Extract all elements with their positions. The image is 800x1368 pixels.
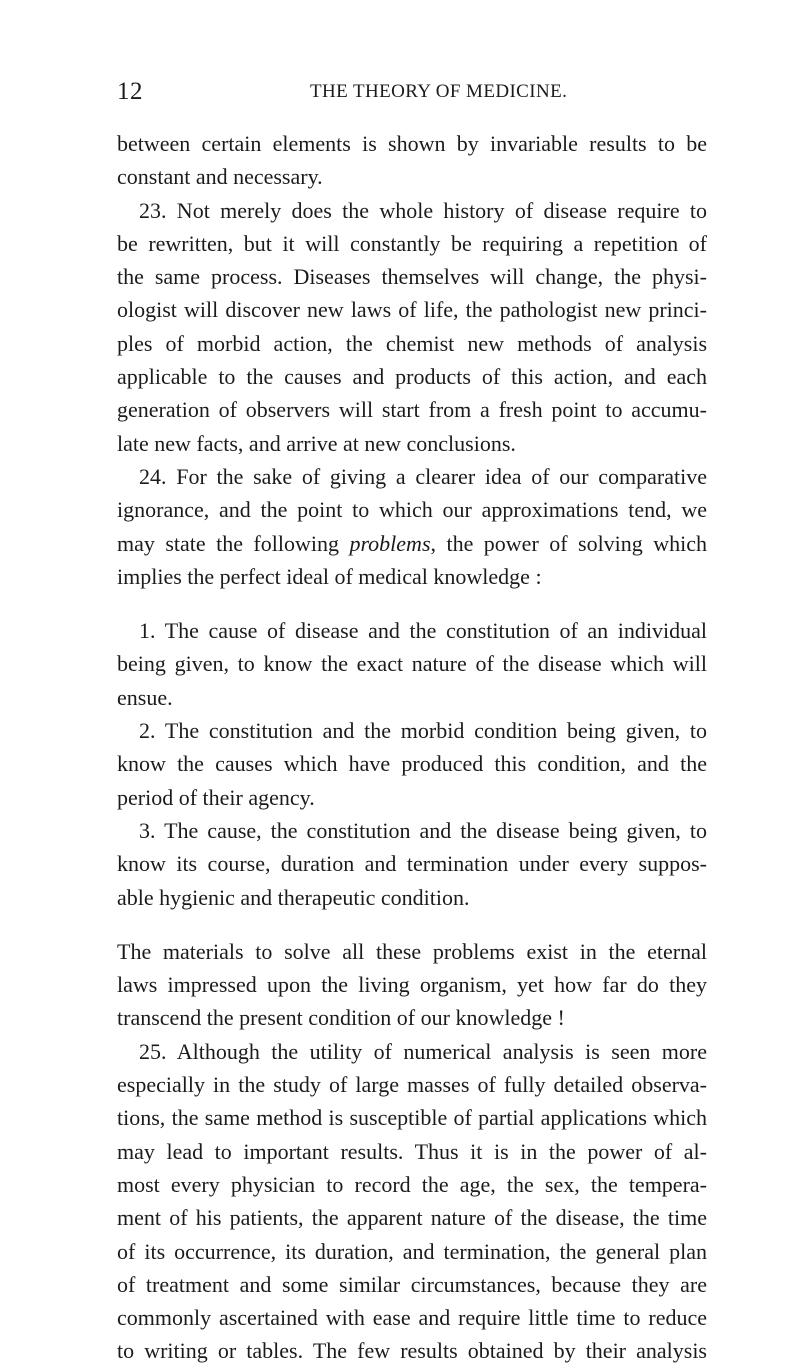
text-line: may lead to important results. Thus it is in the power of al- bbox=[117, 1138, 707, 1164]
problem-1 bbox=[117, 614, 707, 714]
text-line: late new facts, and arrive at new conclusions. bbox=[117, 430, 516, 456]
text-line: ignorance, and the point to which our approximations tend, we bbox=[117, 497, 707, 523]
text-line: 24. For the sake of giving a clearer idea of our comparative bbox=[139, 463, 707, 489]
text-line: being given, to know the exact nature of the disease which will bbox=[117, 651, 707, 677]
text-line: ples of morbid action, the chemist new methods of analysis bbox=[117, 330, 707, 356]
paragraph-gap bbox=[117, 593, 707, 614]
text-line: know the causes which have produced this condition, and the bbox=[117, 751, 707, 777]
text-line: be rewritten, but it will constantly be requiring a repetition of bbox=[117, 230, 707, 256]
text-line: 3. The cause, the constitution and the disease being given, to bbox=[139, 817, 707, 843]
paragraph-gap bbox=[117, 914, 707, 935]
paragraph-24 bbox=[117, 460, 707, 593]
text-line: implies the perfect ideal of medical knowledge : bbox=[117, 563, 542, 589]
text-run: , the power of solving which bbox=[430, 530, 708, 556]
text-line: The materials to solve all these problems exist in the eternal bbox=[117, 938, 707, 964]
body-text bbox=[117, 127, 707, 1368]
problem-3 bbox=[117, 814, 707, 914]
paragraph-22-continuation bbox=[117, 127, 707, 194]
page-number: 12 bbox=[117, 78, 143, 105]
materials-paragraph bbox=[117, 935, 707, 1035]
text-line: laws impressed upon the living organism, yet how far do they bbox=[117, 972, 707, 998]
text-line: 2. The constitution and the morbid condition being given, to bbox=[139, 718, 707, 744]
running-head bbox=[117, 78, 707, 108]
text-line: able hygienic and therapeutic condition. bbox=[117, 884, 470, 910]
text-line: ologist will discover new laws of life, the pathologist new princi- bbox=[117, 297, 707, 323]
text-line: tions, the same method is susceptible of partial applications which bbox=[117, 1105, 707, 1131]
text-line: of its occurrence, its duration, and termination, the general plan bbox=[117, 1238, 707, 1264]
text-line: know its course, duration and termination under every suppos- bbox=[117, 851, 707, 877]
text-line: period of their agency. bbox=[117, 784, 315, 810]
text-line: 23. Not merely does the whole history of disease require to bbox=[139, 197, 707, 223]
text-line: transcend the present condition of our knowledge ! bbox=[117, 1005, 565, 1031]
text-line: most every physician to record the age, the sex, the tempera- bbox=[117, 1171, 707, 1197]
text-line: especially in the study of large masses of fully detailed observa- bbox=[117, 1072, 707, 1098]
text-line: generation of observers will start from a fresh point to accumu- bbox=[117, 397, 707, 423]
emphasis-problems: problems bbox=[349, 530, 431, 556]
text-line: 25. Although the utility of numerical analysis is seen more bbox=[139, 1038, 707, 1064]
text-run: may state the following bbox=[117, 530, 350, 556]
text-line: constant and necessary. bbox=[117, 164, 323, 190]
text-line: between certain elements is shown by invariable results to be bbox=[117, 131, 707, 156]
text-line: of treatment and some similar circumstances, because they are bbox=[117, 1271, 707, 1297]
text-line: ensue. bbox=[117, 684, 173, 710]
paragraph-25 bbox=[117, 1035, 707, 1368]
text-line: applicable to the causes and products of this action, and each bbox=[117, 364, 707, 390]
text-line: to writing or tables. The few results obtained by their analysis bbox=[117, 1338, 707, 1364]
paragraph-23 bbox=[117, 194, 707, 460]
text-line: commonly ascertained with ease and require little time to reduce bbox=[117, 1305, 707, 1331]
text-line bbox=[117, 527, 707, 560]
text-line: 1. The cause of disease and the constitution of an individual bbox=[139, 618, 707, 644]
text-line: the same process. Diseases themselves will change, the physi- bbox=[117, 264, 707, 290]
running-title: THE THEORY OF MEDICINE. bbox=[310, 81, 568, 102]
text-line: ment of his patients, the apparent nature of the disease, the time bbox=[117, 1205, 707, 1231]
problem-2 bbox=[117, 714, 707, 814]
